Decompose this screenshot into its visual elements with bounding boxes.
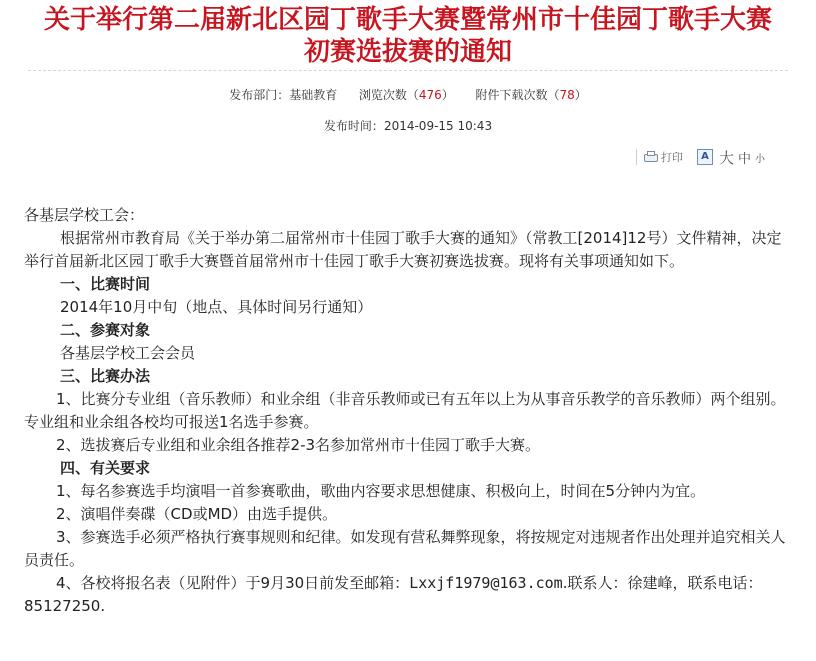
salutation: 各基层学校工会： xyxy=(24,206,145,224)
article-body xyxy=(24,204,794,618)
section-3-heading: 三、比赛办法 xyxy=(60,367,151,385)
contact-email: Lxxjf1979@163.com xyxy=(409,574,563,592)
section-2-text: 各基层学校工会会员 xyxy=(60,344,196,362)
publish-time-label: 发布时间： xyxy=(323,119,384,133)
downloads-label: 附件下载次数（ xyxy=(475,88,560,102)
views-label: 浏览次数（ xyxy=(358,88,419,102)
print-link[interactable]: 打印 xyxy=(661,151,683,164)
font-size-small-link[interactable]: 小 xyxy=(755,153,766,165)
section-4-item-1: 1、每名参赛选手均演唱一首参赛歌曲，歌曲内容要求思想健康、积极向上，时间在5分钟内为宜。 xyxy=(56,482,706,500)
section-3-item-2: 2、选拔赛后专业组和业余组各推荐2-3名参加常州市十佳园丁歌手大赛。 xyxy=(56,436,541,454)
contact-details: .联系人：徐建峰，联系电话：85127250. xyxy=(24,574,763,615)
article-title-line-1: 关于举行第二届新北区园丁歌手大赛暨常州市十佳园丁歌手大赛 xyxy=(43,5,772,35)
font-size-icon: A xyxy=(697,149,713,165)
font-size-medium-link[interactable]: 中 xyxy=(738,151,752,167)
article-meta xyxy=(0,86,816,103)
section-4-item-4-text: 4、各校将报名表（见附件）于9月30日前发至邮箱： xyxy=(56,574,410,592)
publish-time xyxy=(0,117,816,134)
dept-label: 发布部门： xyxy=(229,88,290,102)
section-3-item-1: 1、比赛分专业组（音乐教师）和业余组（非音乐教师或已有五年以上为从事音乐教学的音乐教师）两个组别。专业组和业余组各校均可报送1名选手参赛。 xyxy=(24,390,786,431)
printer-icon[interactable] xyxy=(643,151,657,163)
section-1-text: 2014年10月中旬（地点、具体时间另行通知） xyxy=(60,298,373,316)
downloads-close: ） xyxy=(574,88,587,102)
views-count: 476 xyxy=(418,88,442,102)
section-4-item-2: 2、演唱伴奏碟（CD或MD）由选手提供。 xyxy=(56,505,338,523)
publish-time-value: 2014-09-15 10:43 xyxy=(383,119,493,133)
views-close: ） xyxy=(441,88,454,102)
intro-paragraph: 根据常州市教育局《关于举办第二届常州市十佳园丁歌手大赛的通知》（常教工[2014]12号）文件精神，决定举行首届新北区园丁歌手大赛暨首届常州市十佳园丁歌手大赛初赛选拔赛。现将有关事项通知如下。 xyxy=(24,229,782,270)
section-2-heading: 二、参赛对象 xyxy=(60,321,151,339)
title-divider xyxy=(28,70,788,71)
section-4-heading: 四、有关要求 xyxy=(60,459,151,477)
section-1-heading: 一、比赛时间 xyxy=(60,275,151,293)
section-4-item-4 xyxy=(24,572,794,618)
font-size-large-link[interactable]: 大 xyxy=(719,148,735,167)
dept-value: 基础教育 xyxy=(289,88,338,102)
article-title xyxy=(0,4,816,68)
article-tools xyxy=(636,148,769,166)
downloads-count: 78 xyxy=(559,88,575,102)
section-4-item-3: 3、参赛选手必须严格执行赛事规则和纪律。如发现有营私舞弊现象，将按规定对违规者作出处理并追究相关人员责任。 xyxy=(24,528,786,569)
article-title-line-2: 初赛选拔赛的通知 xyxy=(303,37,512,67)
tools-separator xyxy=(636,149,637,165)
